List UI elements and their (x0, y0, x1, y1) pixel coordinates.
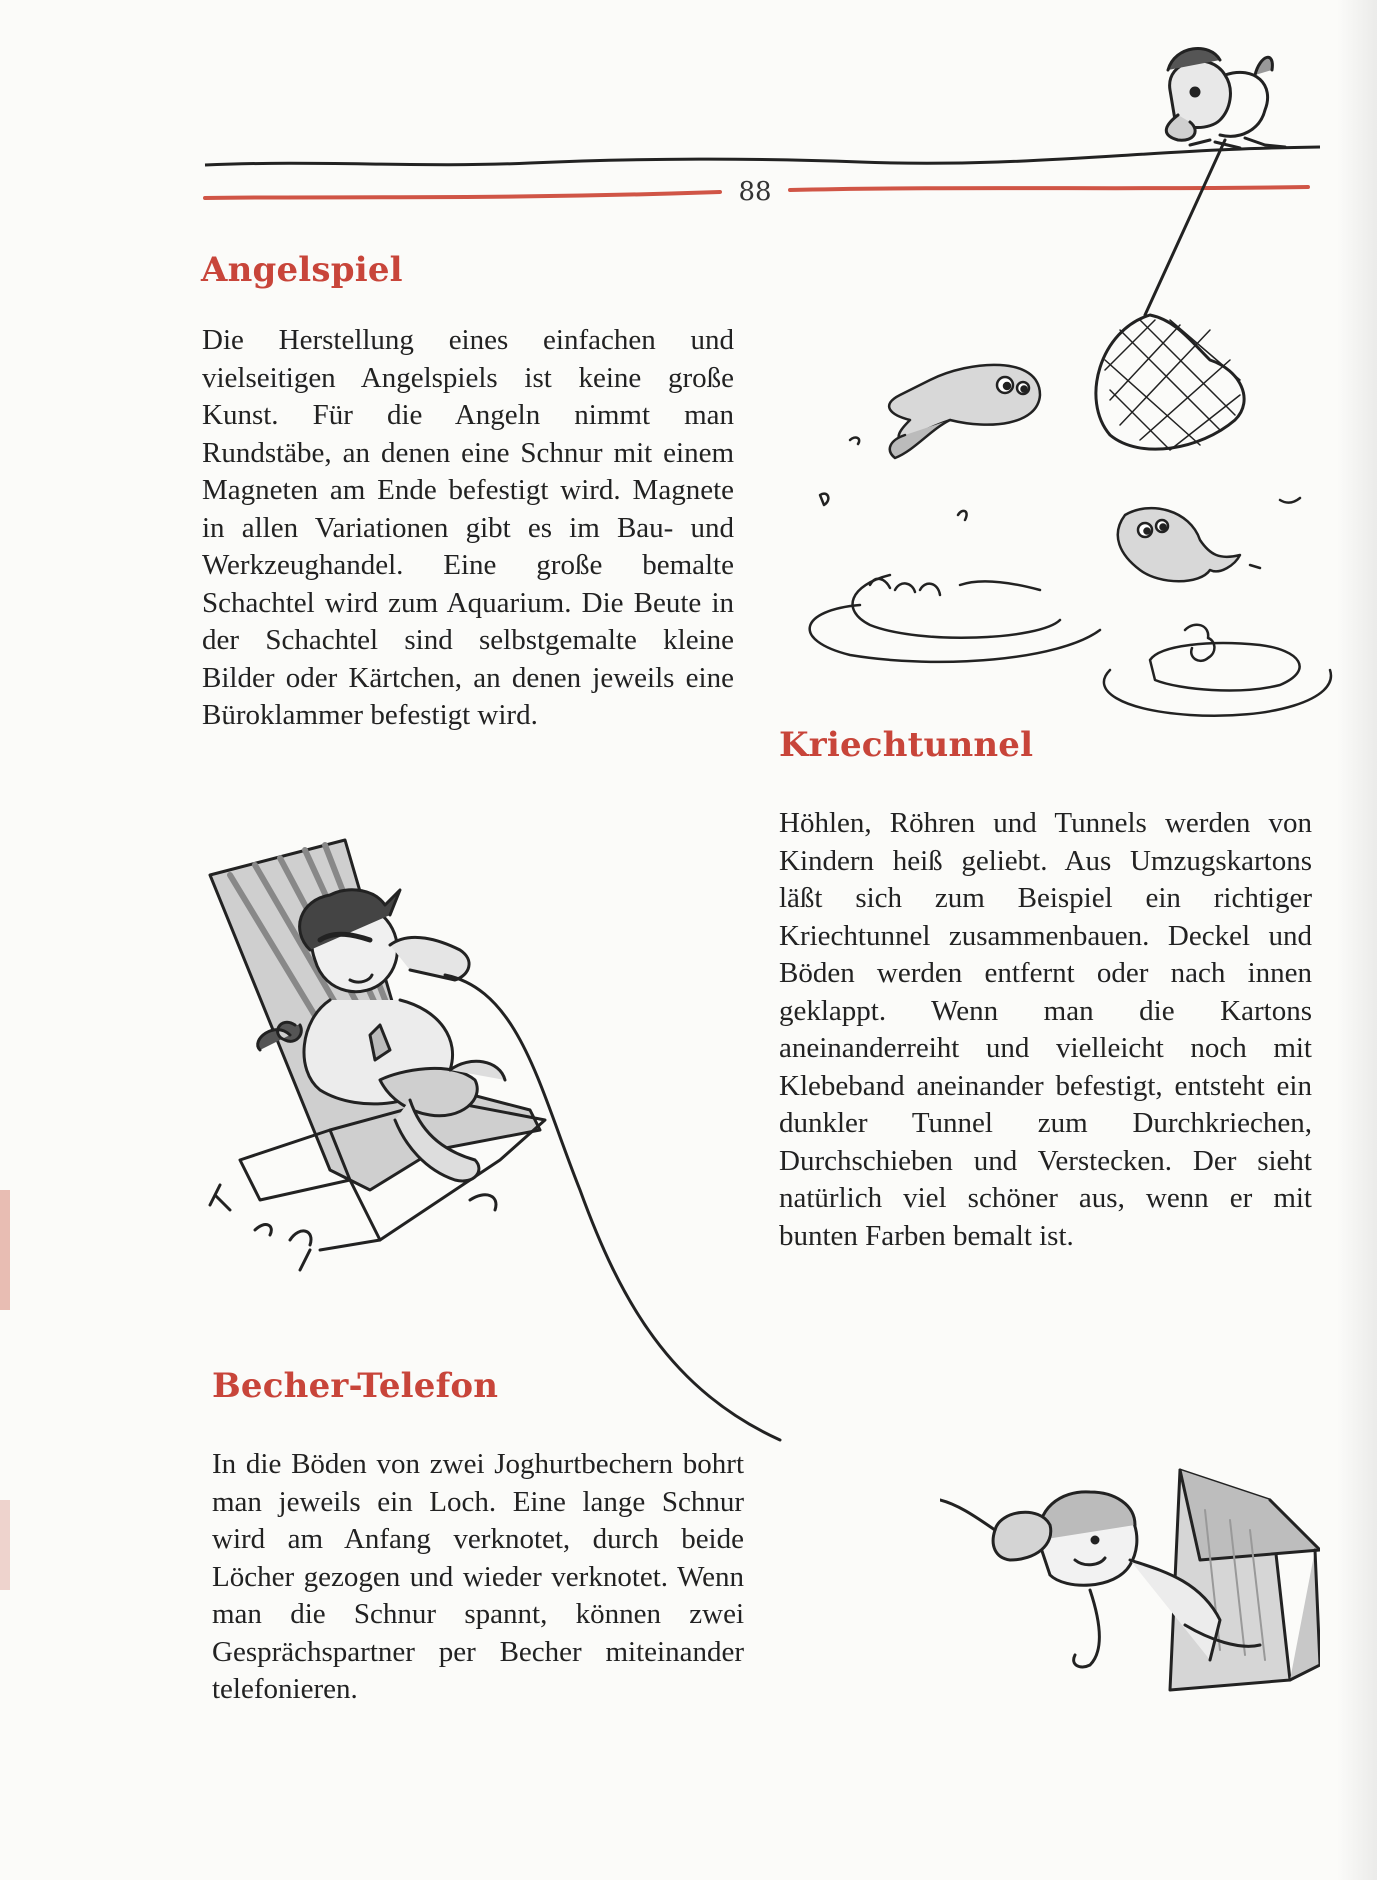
section-heading-angelspiel: Angelspiel (201, 250, 403, 290)
page-number: 88 (738, 177, 772, 207)
section-body-becher-telefon: In die Böden von zwei Joghurtbechern bohrt man jeweils ein Loch. Eine lange Schnur wird am Anfang verknotet, durch beide Löcher gezogen und wieder verknotet. Wenn man die Schnur spannt, können zwei Gesprächspartner per Becher miteinander telefonieren. (212, 1448, 744, 1705)
section-body-kriechtunnel: Höhlen, Röhren und Tunnels werden von Kindern heiß geliebt. Aus Umzugskartons läßt sich zum Beispiel ein richtiger Kriechtunnel zusammenbauen. Deckel und Böden werden entfernt oder nach innen geklappt. Wenn man die Kartons aneinanderreiht und vielleicht noch mit Klebeband aneinander befestigt, entsteht ein dunkler Tunnel zum Durchkriechen, Durchschieben und Verstecken. Der sieht natürlich viel schöner aus, wenn er mit bunten Farben bemalt ist. (779, 807, 1312, 1252)
section-heading-kriechtunnel: Kriechtunnel (779, 725, 1034, 765)
edge-color-blot (0, 1190, 10, 1310)
jumping-fish-illustration (740, 340, 1340, 740)
edge-color-blot (0, 1500, 10, 1590)
page-edge-shadow (1337, 0, 1377, 1880)
child-crawling-out-of-box-illustration (940, 1450, 1320, 1710)
child-in-deckchair-with-cup-phone-illustration (200, 830, 820, 1530)
section-body-angelspiel: Die Herstellung eines einfachen und vielseitigen Angelspiels ist keine große Kunst. Für die Angeln nimmt man Rundstäbe, an denen eine Schnur mit einem Magneten am Ende befestigt wird. Magnete in allen Variationen gibt es im Bau- und Werkzeughandel. Eine große bemalte Schachtel wird zum Aquarium. Die Beute in der Schachtel sind selbstgemalte kleine Bilder oder Kärtchen, an denen jeweils eine Büroklammer befestigt wird. (202, 324, 734, 731)
section-heading-becher-telefon: Becher-Telefon (212, 1366, 499, 1406)
